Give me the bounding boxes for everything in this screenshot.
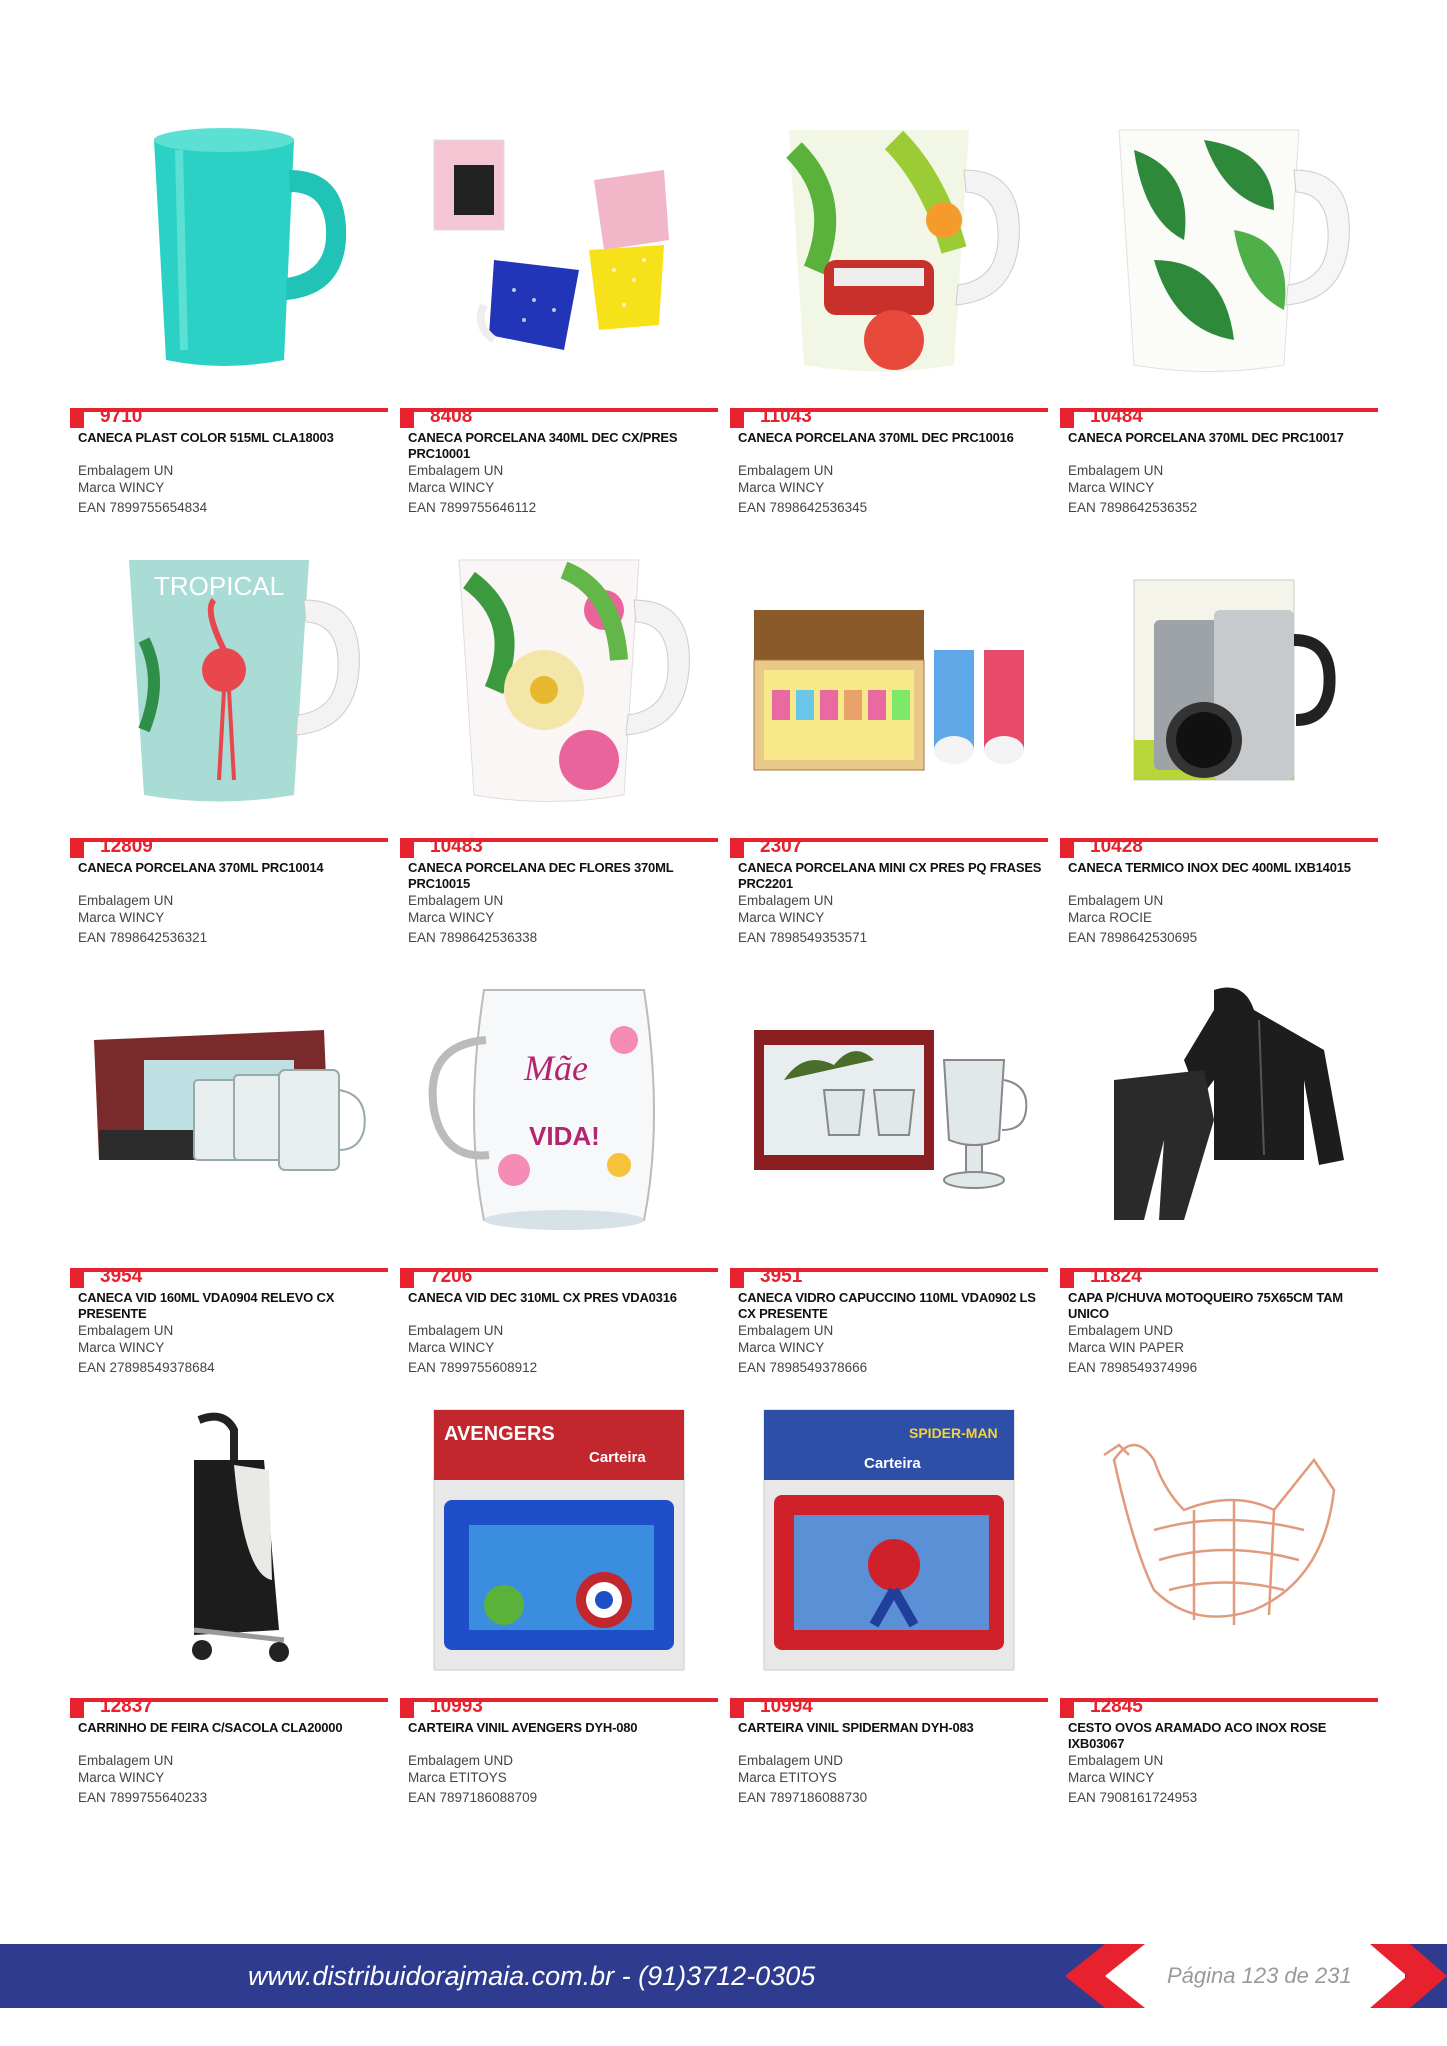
product-brand: Marca WINCY xyxy=(738,480,825,495)
product-name: CANECA PORCELANA 370ML DEC PRC10016 xyxy=(738,430,1014,445)
mini-mug-display-icon xyxy=(744,540,1034,820)
product-code: 12809 xyxy=(100,836,153,857)
spiderman-wallet-icon xyxy=(744,1400,1034,1680)
product-packaging: Embalagem UN xyxy=(738,1323,834,1338)
product-image xyxy=(730,1390,1048,1690)
product-image xyxy=(1060,530,1378,830)
product-packaging: Embalagem UN xyxy=(408,1323,504,1338)
product-brand: Marca WINCY xyxy=(78,1340,165,1355)
product-brand: Marca ETITOYS xyxy=(738,1770,837,1785)
product-image xyxy=(400,530,718,830)
product-packaging: Embalagem UN xyxy=(1068,463,1164,478)
shopping-trolley-icon xyxy=(84,1400,374,1680)
product-brand: Marca WINCY xyxy=(408,480,495,495)
page-number: Página 123 de 231 xyxy=(1167,1963,1352,1988)
product-code: 10428 xyxy=(1090,836,1143,857)
tropical-flamingo-mug-icon xyxy=(84,540,374,820)
product-brand: Marca WINCY xyxy=(78,480,165,495)
product-ean: EAN 7898642536345 xyxy=(738,500,868,515)
product-image xyxy=(70,1390,388,1690)
product-name: CARRINHO DE FEIRA C/SACOLA CLA20000 xyxy=(78,1720,343,1735)
product-packaging: Embalagem UN xyxy=(78,1323,174,1338)
product-image xyxy=(1060,1390,1378,1690)
product-ean: EAN 7898642536321 xyxy=(78,930,208,945)
product-brand: Marca WINCY xyxy=(78,910,165,925)
product-name: CANECA VID 160ML VDA0904 RELEVO CX PRESENTE xyxy=(78,1290,335,1321)
product-packaging: Embalagem UN xyxy=(1068,1753,1164,1768)
flower-mug-icon xyxy=(414,540,704,820)
package-print-text: SPIDER-MAN xyxy=(909,1425,998,1441)
product-code: 10994 xyxy=(760,1696,813,1717)
product-brand: Marca WINCY xyxy=(738,910,825,925)
product-image xyxy=(730,530,1048,830)
polka-dot-mugs-icon xyxy=(414,110,704,390)
product-ean: EAN 7897186088709 xyxy=(408,1790,538,1805)
product-brand: Marca WINCY xyxy=(738,1340,825,1355)
rain-suit-icon xyxy=(1074,970,1364,1250)
product-name: CARTEIRA VINIL SPIDERMAN DYH-083 xyxy=(738,1720,974,1735)
product-ean: EAN 7899755646112 xyxy=(408,500,537,515)
product-ean: EAN 7897186088730 xyxy=(738,1790,868,1805)
product-name: CANECA PORCELANA MINI CX PRES PQ FRASES PRC2201 xyxy=(738,860,1042,891)
product-brand: Marca WINCY xyxy=(1068,1770,1155,1785)
wire-hen-basket-icon xyxy=(1074,1400,1364,1680)
product-name: CESTO OVOS ARAMADO ACO INOX ROSE IXB03067 xyxy=(1068,1720,1327,1751)
summer-adventures-mug-icon xyxy=(744,110,1034,390)
product-brand: Marca WINCY xyxy=(408,1340,495,1355)
mug-print-text: VIDA! xyxy=(529,1121,600,1151)
page-footer xyxy=(0,1944,1447,2008)
product-image xyxy=(730,960,1048,1260)
turquoise-plastic-mug-icon xyxy=(84,110,374,390)
product-brand: Marca WIN PAPER xyxy=(1068,1340,1185,1355)
product-ean: EAN 7898642530695 xyxy=(1068,930,1198,945)
leaf-mug-icon xyxy=(1074,110,1364,390)
product-packaging: Embalagem UN xyxy=(78,893,174,908)
product-brand: Marca WINCY xyxy=(1068,480,1155,495)
product-image xyxy=(400,100,718,400)
product-name: CANECA PLAST COLOR 515ML CLA18003 xyxy=(78,430,334,445)
product-ean: EAN 7898549374996 xyxy=(1068,1360,1198,1375)
product-image xyxy=(730,100,1048,400)
product-name: CANECA VIDRO CAPUCCINO 110ML VDA0902 LS CX PRESENTE xyxy=(738,1290,1036,1321)
product-name: CANECA PORCELANA 340ML DEC CX/PRES PRC10001 xyxy=(408,430,678,461)
product-name: CAPA P/CHUVA MOTOQUEIRO 75X65CM TAM UNICO xyxy=(1068,1290,1343,1321)
product-ean: EAN 27898549378684 xyxy=(78,1360,215,1375)
product-code: 12845 xyxy=(1090,1696,1143,1717)
product-ean: EAN 7898549353571 xyxy=(738,930,868,945)
product-image xyxy=(70,960,388,1260)
product-code: 3954 xyxy=(100,1266,143,1287)
package-print-text: AVENGERS xyxy=(444,1423,555,1445)
product-ean: EAN 7899755640233 xyxy=(78,1790,208,1805)
product-packaging: Embalagem UN xyxy=(408,463,504,478)
product-code: 10483 xyxy=(430,836,483,857)
product-name: CANECA VID DEC 310ML CX PRES VDA0316 xyxy=(408,1290,677,1305)
footer-url-link[interactable]: www.distribuidorajmaia.com.br - (91)3712-0305 xyxy=(248,1961,816,1991)
product-name: CANECA TERMICO INOX DEC 400ML IXB14015 xyxy=(1068,860,1351,875)
product-code: 2307 xyxy=(760,836,803,857)
product-code: 9710 xyxy=(100,406,143,427)
product-packaging: Embalagem UND xyxy=(408,1753,514,1768)
product-code: 11043 xyxy=(760,406,812,427)
product-packaging: Embalagem UND xyxy=(738,1753,844,1768)
product-packaging: Embalagem UN xyxy=(408,893,504,908)
product-brand: Marca WINCY xyxy=(408,910,495,925)
product-packaging: Embalagem UN xyxy=(78,1753,174,1768)
chevron-right-icon xyxy=(1370,1944,1447,2008)
product-packaging: Embalagem UN xyxy=(738,893,834,908)
product-code: 8408 xyxy=(430,406,473,427)
product-brand: Marca ROCIE xyxy=(1068,910,1153,925)
product-ean: EAN 7898642536352 xyxy=(1068,500,1198,515)
product-image xyxy=(70,530,388,830)
product-ean: EAN 7908161724953 xyxy=(1068,1790,1198,1805)
product-code: 10993 xyxy=(430,1696,483,1717)
product-ean: EAN 7899755654834 xyxy=(78,500,208,515)
product-packaging: Embalagem UN xyxy=(1068,893,1164,908)
product-packaging: Embalagem UND xyxy=(1068,1323,1174,1338)
product-image xyxy=(400,960,718,1260)
glass-mugs-box-icon xyxy=(84,970,374,1250)
product-image xyxy=(1060,960,1378,1260)
product-image xyxy=(70,100,388,400)
avengers-wallet-icon xyxy=(414,1400,704,1680)
product-brand: Marca ETITOYS xyxy=(408,1770,507,1785)
product-code: 12837 xyxy=(100,1696,153,1717)
product-name: CANECA PORCELANA 370ML PRC10014 xyxy=(78,860,324,875)
product-code: 3951 xyxy=(760,1266,803,1287)
product-code: 7206 xyxy=(430,1266,473,1287)
mug-print-text: TROPICAL xyxy=(154,571,285,601)
product-code: 10484 xyxy=(1090,406,1143,427)
product-name: CANECA PORCELANA 370ML DEC PRC10017 xyxy=(1068,430,1344,445)
product-image xyxy=(1060,100,1378,400)
product-ean: EAN 7898549378666 xyxy=(738,1360,868,1375)
cappuccino-glass-box-icon xyxy=(744,970,1034,1250)
product-brand: Marca WINCY xyxy=(78,1770,165,1785)
product-ean: EAN 7899755608912 xyxy=(408,1360,538,1375)
steel-travel-mug-icon xyxy=(1074,540,1364,820)
chevron-left-icon xyxy=(1065,1944,1145,2008)
product-name: CANECA PORCELANA DEC FLORES 370ML PRC10015 xyxy=(408,860,674,891)
package-print-text: Carteira xyxy=(864,1455,921,1472)
mae-glass-mug-icon xyxy=(414,970,704,1250)
product-code: 11824 xyxy=(1090,1266,1142,1287)
product-packaging: Embalagem UN xyxy=(738,463,834,478)
product-name: CARTEIRA VINIL AVENGERS DYH-080 xyxy=(408,1720,638,1735)
product-ean: EAN 7898642536338 xyxy=(408,930,538,945)
mug-print-text: Mãe xyxy=(524,1048,588,1088)
product-packaging: Embalagem UN xyxy=(78,463,174,478)
package-print-text: Carteira xyxy=(589,1449,646,1466)
product-image xyxy=(400,1390,718,1690)
